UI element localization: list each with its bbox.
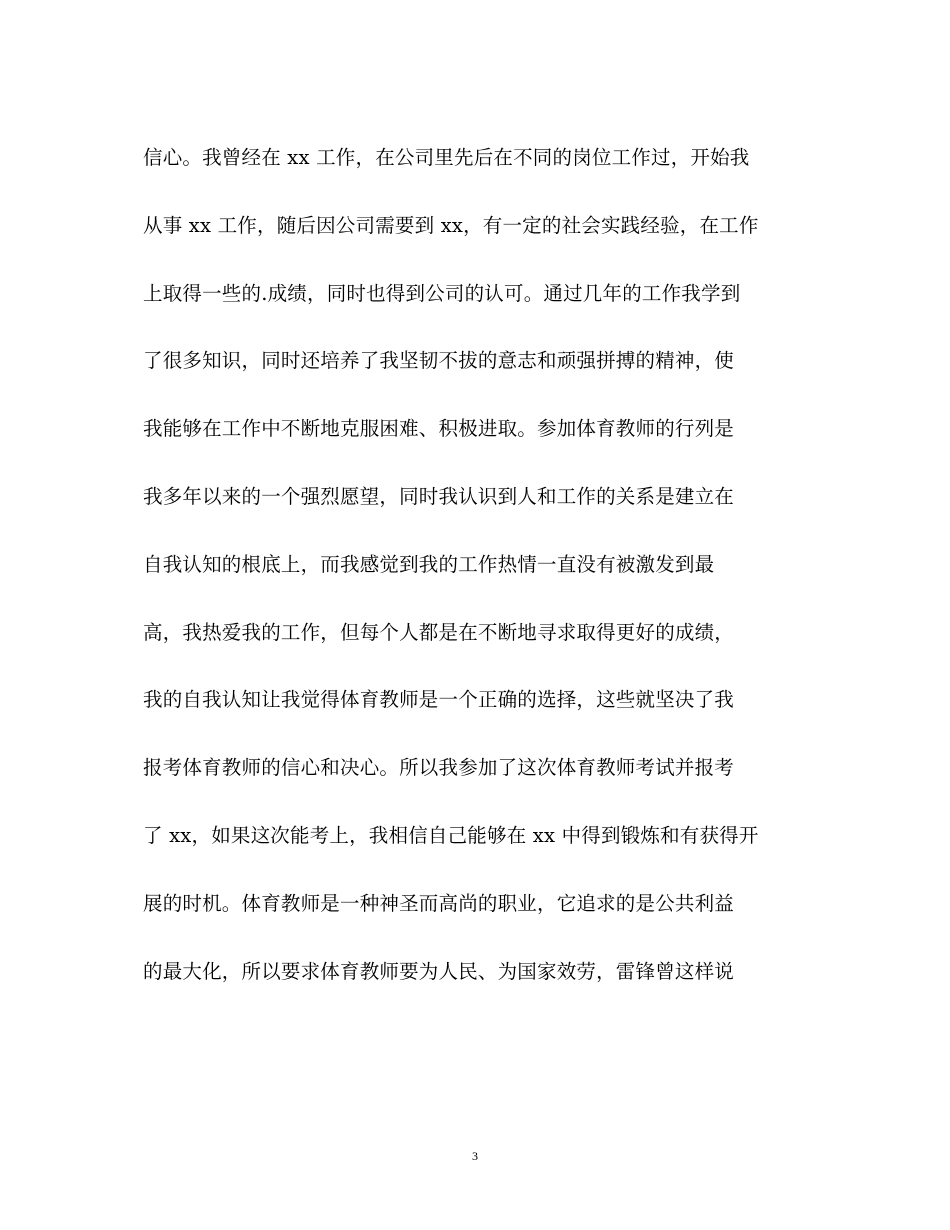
- text-line: 我的自我认知让我觉得体育教师是一个正确的选择，这些就坚决了我: [143, 688, 735, 712]
- text-line: 展的时机。体育教师是一种神圣而高尚的职业，它追求的是公共利益: [143, 891, 735, 915]
- text-line: 我多年以来的一个强烈愿望，同时我认识到人和工作的关系是建立在: [143, 484, 735, 508]
- text-line: 信心。我曾经在 xx 工作，在公司里先后在不同的岗位工作过，开始我: [143, 146, 750, 169]
- page-number: 3: [472, 1149, 478, 1163]
- text-line: 报考体育教师的信心和决心。所以我参加了这次体育教师考试并报考: [143, 756, 735, 780]
- text-line: 了 xx，如果这次能考上，我相信自己能够在 xx 中得到锻炼和有获得开: [143, 823, 759, 847]
- text-line: 从事 xx 工作，随后因公司需要到 xx，有一定的社会实践经验，在工作: [143, 213, 759, 237]
- text-line: 了很多知识，同时还培养了我坚韧不拔的意志和顽强拼搏的精神，使: [143, 349, 735, 373]
- text-line: 的最大化，所以要求体育教师要为人民、为国家效劳，雷锋曾这样说: [143, 959, 735, 983]
- text-line: 上取得一些的.成绩，同时也得到公司的认可。通过几年的工作我学到: [143, 281, 741, 305]
- body-text: [143, 140, 823, 1021]
- text-line: 我能够在工作中不断地克服困难、积极进取。参加体育教师的行列是: [143, 417, 735, 441]
- text-line: 高，我热爱我的工作，但每个人都是在不断地寻求取得更好的成绩，: [143, 620, 735, 644]
- text-line: 自我认知的根底上，而我感觉到我的工作热情一直没有被激发到最: [143, 552, 715, 576]
